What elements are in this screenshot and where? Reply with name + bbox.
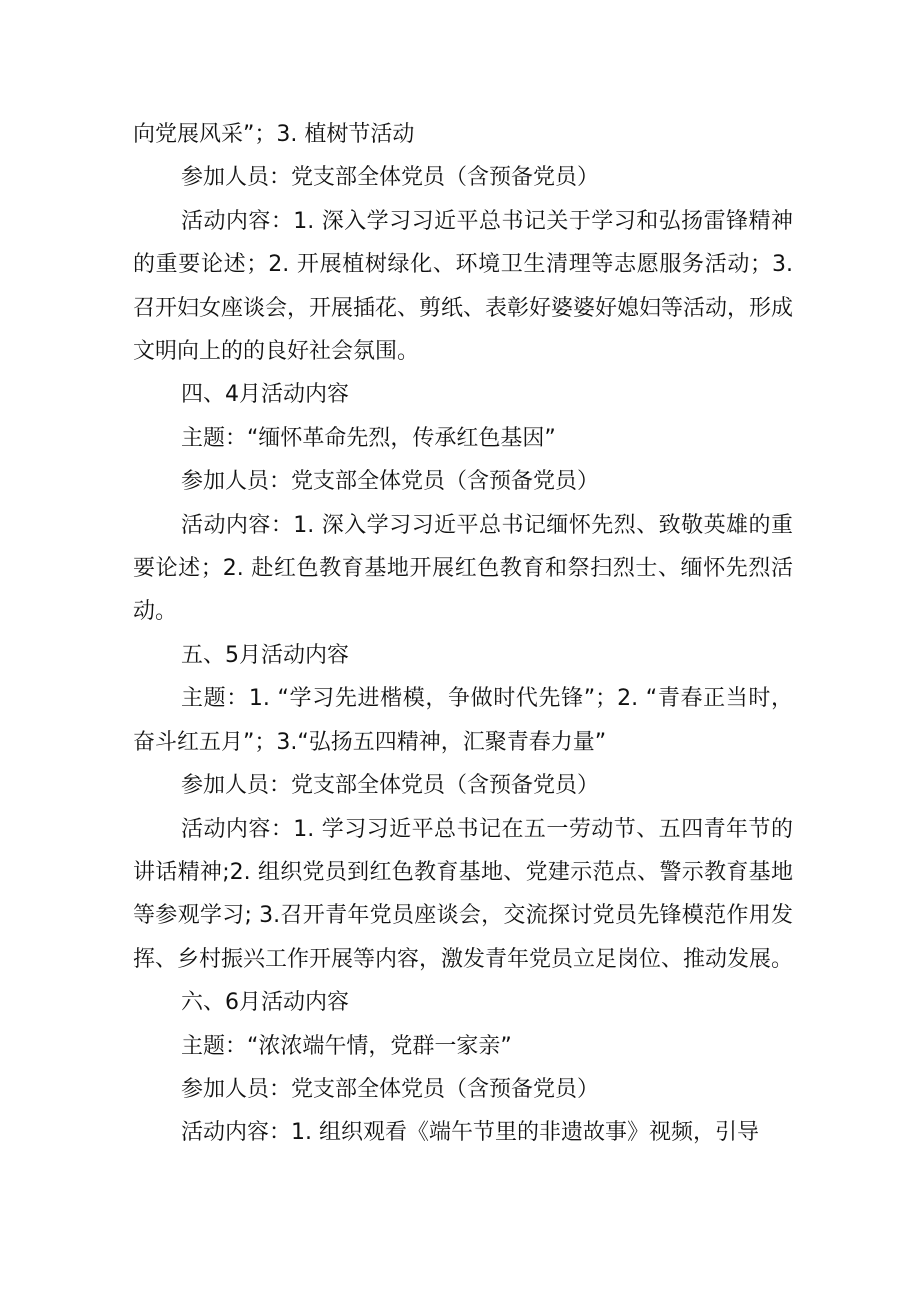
section-heading-april: 四、4月活动内容 xyxy=(181,382,349,408)
section-heading-may: 五、5月活动内容 xyxy=(181,642,349,668)
paragraph-activity-content: 活动内容：1. 组织观看《端午节里的非遗故事》视频，引导 xyxy=(181,1120,759,1146)
paragraph-activity-content: 活动内容：1. 深入学习习近平总书记缅怀先烈、致敬英雄的重要论述；2. 赴红色教育基地开展红色教育和祭扫烈士、缅怀先烈活动。 xyxy=(133,512,793,625)
paragraph-activity-content: 活动内容：1. 深入学习习近平总书记关于学习和弘扬雷锋精神的重要论述；2. 开展植树绿化、环境卫生清理等志愿服务活动；3. 召开妇女座谈会，开展插花、剪纸、表彰好婆婆好媳妇等活动，形成文明向上的的良好社会氛围。 xyxy=(133,208,794,365)
paragraph-activity-content: 活动内容：1. 学习习近平总书记在五一劳动节、五四青年节的讲话精神;2. 组织党员到红色教育基地、党建示范点、警示教育基地等参观学习; 3.召开青年党员座谈会，交流探讨党员先锋模范作用发挥、乡村振兴工作开展等内容，激发青年党员立足岗位、推动发展。 xyxy=(133,816,794,972)
paragraph-participants: 参加人员：党支部全体党员（含预备党员） xyxy=(181,469,600,495)
paragraph-theme: 主题：“浓浓端午情，党群一家亲” xyxy=(181,1033,512,1059)
paragraph-participants: 参加人员：党支部全体党员（含预备党员） xyxy=(181,773,600,799)
section-heading-june: 六、6月活动内容 xyxy=(181,990,349,1016)
paragraph-participants: 参加人员：党支部全体党员（含预备党员） xyxy=(181,1076,600,1102)
paragraph-theme: 主题：“缅怀革命先烈，传承红色基因” xyxy=(181,425,556,451)
paragraph-theme: 主题：1. “学习先进楷模，争做时代先锋”；2. “青春正当时，奋斗红五月”；3.“弘扬五四精神，汇聚青春力量” xyxy=(133,686,793,755)
paragraph-participants: 参加人员：党支部全体党员（含预备党员） xyxy=(181,165,600,191)
paragraph-continuation: 向党展风采”；3. 植树节活动 xyxy=(133,122,415,147)
document-body xyxy=(133,113,793,1155)
